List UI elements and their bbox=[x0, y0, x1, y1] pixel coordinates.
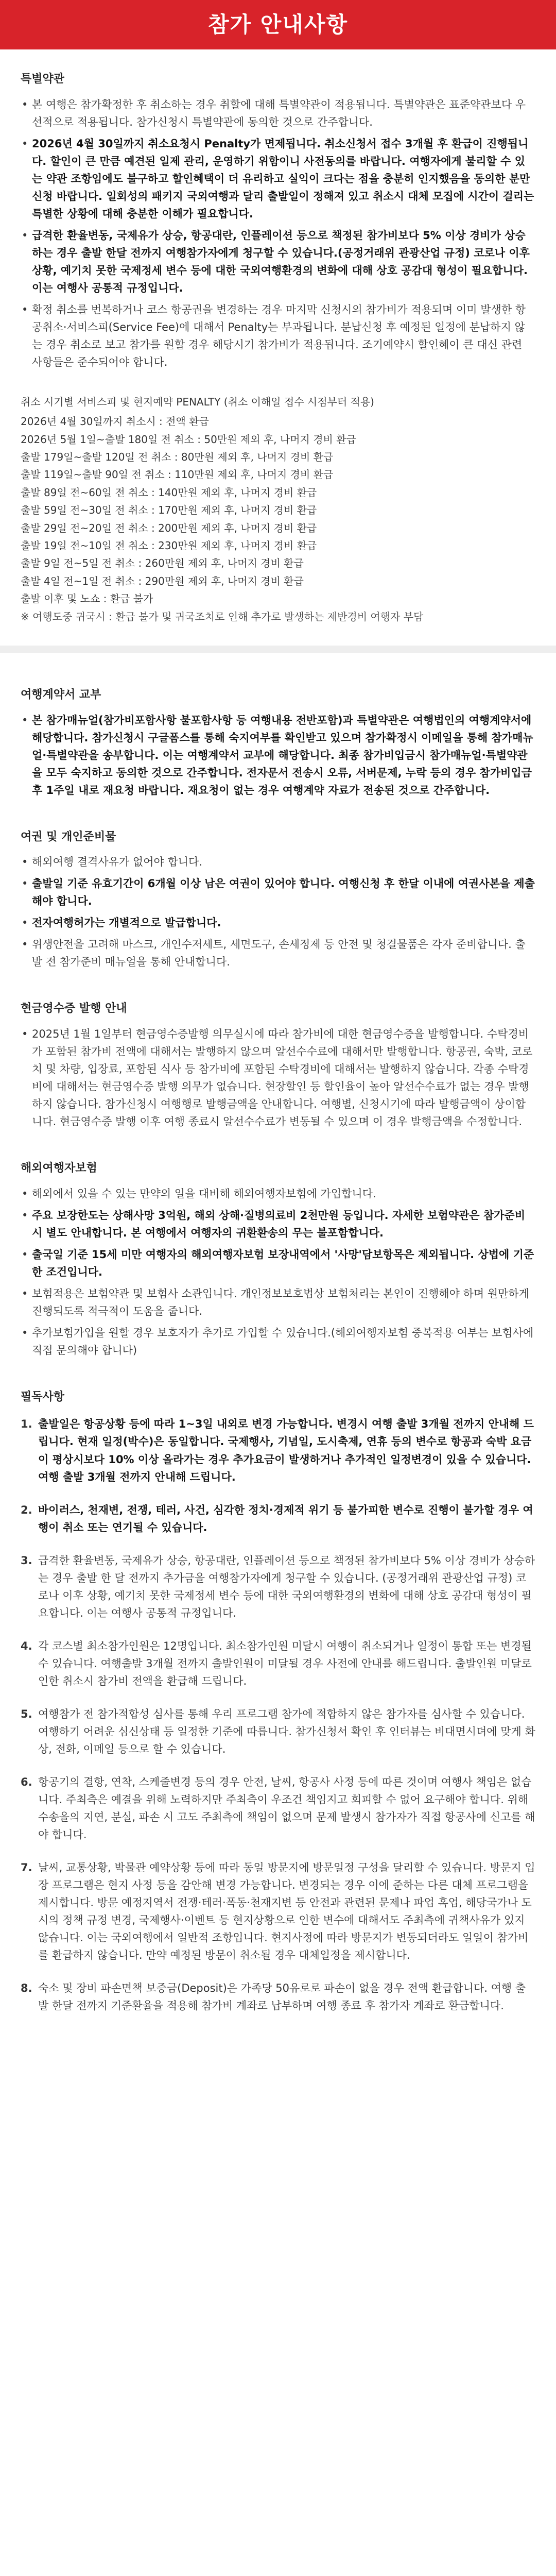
list-item: • 추가보험가입을 원할 경우 보호자가 추가로 가입할 수 있습니다.(해외여행자보험 중복적용 여부는 보험사에 직접 문의해야 합니다) bbox=[21, 1324, 535, 1359]
penalty-line: 출발 9일 전~5일 전 취소 : 260만원 제외 후, 나머지 경비 환급 bbox=[21, 557, 304, 570]
list-item: • 확정 취소를 번복하거나 코스 항공권을 변경하는 경우 마지막 신청시의 참가비가 적용되며 이미 발생한 항공취소·서비스피(Service Fee)에 대해서 Penalty는 부과됩니다. 분납신청 후 예정된 일정에 분납하지 않는 경우 취소로 보고 참가를 원할 경우 해당시기 참가비가 적용됩니다. 조기예약시 할인혜이 큰 대신 관련 사항들은 준수되어야 합니다. bbox=[21, 301, 535, 371]
list-item: • 보험적용은 보험약관 및 보험사 소관입니다. 개인정보보호법상 보험처리는 본인이 진행해야 하며 원만하게 진행되도록 적극적이 도움을 줍니다. bbox=[21, 1285, 535, 1320]
list-item: • 위생안전을 고려해 마스크, 개인수저세트, 세면도구, 손세정제 등 안전 및 청결물품은 각자 준비합니다. 출발 전 참가준비 매뉴얼을 통해 안내합니다. bbox=[21, 936, 535, 971]
list-item: 2. 바이러스, 천재변, 전쟁, 테러, 사건, 심각한 정치·경제적 위기 등 불가피한 변수로 진행이 불가할 경우 여행이 취소 또는 연기될 수 있습니다. bbox=[21, 1503, 533, 1534]
penalty-line: 출발 179일~출발 120일 전 취소 : 80만원 제외 후, 나머지 경비 환급 bbox=[21, 451, 334, 464]
penalty-line: 2026년 4월 30일까지 취소시 : 전액 환급 bbox=[21, 415, 209, 428]
section-title-must-read: 필독사항 bbox=[21, 1390, 65, 1403]
penalty-line: 출발 4일 전~1일 전 취소 : 290만원 제외 후, 나머지 경비 환급 bbox=[21, 574, 304, 587]
section-special-terms bbox=[0, 49, 556, 625]
section-title-receipt: 현금영수증 발행 안내 bbox=[21, 1002, 127, 1015]
list-item: • 본 참가매뉴얼(참가비포함사항 불포함사항 등 여행내용 전반포함)과 특별약관은 여행법인의 여행계약서에 해당합니다. 참가신청시 구글폼스를 통해 숙지여부를 확인받고 있으며 참가확정시 이메일을 통해 참가매뉴얼·특별약관을 송부합니다. 이는 여행계약서 교부에 해당합니다. 최종 참가비입금시 참가매뉴얼·특별약관을 모두 숙지하고 동의한 것으로 간주합니다. 전자문서 전송시 오류, 서버문제, 누락 등의 경우 참가비입금 후 1주일 내로 재요청 바랍니다. 재요청이 없는 경우 여행계약 자료가 전송된 것으로 간주합니다. bbox=[21, 711, 535, 799]
list-item: • 전자여행허가는 개별적으로 발급합니다. bbox=[21, 914, 535, 931]
penalty-note: ※ 여행도중 귀국시 : 환급 불가 및 귀국조치로 인해 추가로 발생하는 제반경비 여행자 부담 bbox=[21, 610, 424, 623]
section-insurance bbox=[0, 1159, 556, 1359]
list-item: 4. 각 코스별 최소참가인원은 12명입니다. 최소참가인원 미달시 여행이 취소되거나 일정이 통합 또는 변경될 수 있습니다. 여행출발 3개월 전까지 출발인원이 미달될 경우 사전에 안내를 해드립니다. 출발인원 미달로 인한 취소시 참가비 전액을 환급해 드립니다. bbox=[21, 1639, 532, 1687]
penalty-line: 출발 119일~출발 90일 전 취소 : 110만원 제외 후, 나머지 경비 환급 bbox=[21, 468, 334, 481]
list-item: 7. 날씨, 교통상황, 박물관 예약상황 등에 따라 동일 방문지에 방문일정 구성을 달리할 수 있습니다. 방문지 입장 프로그램은 현지 사정 등을 감안해 변경 가능합니다. 변경되는 경우 이에 준하는 다른 대체 프로그램을 제시합니다. 방문 예정지역서 전쟁·테러·폭동·천재지변 등 안전과 관련된 문제나 파업 혹업, 해당국가나 도시의 정책 규정 변경, 국제행사·이벤트 등 현지상황으로 인한 변수에 대해서도 주최측에 귀책사유가 있지 않습니다. 이는 국외여행에서 일반적 조항입니다. 현지사정에 따라 방문지가 변동되더라도 일일이 참가비를 환급하지 않습니다. 만약 예정된 방문이 취소될 경우 대체일정을 제시합니다. bbox=[21, 1861, 535, 1961]
page-title: 참가 안내사항 bbox=[207, 11, 349, 37]
list-item: 6. 항공기의 결항, 연착, 스케줄변경 등의 경우 안전, 날씨, 항공사 사정 등에 따른 것이며 여행사 책임은 없습니다. 주최측은 예결을 위해 노력하지만 주최측이 우조건 책임지고 회피할 수 없어 요구해야 합니다. 위해 수송을의 지연, 분실, 파손 시 고도 주최측에 책임이 없으며 문제 발생시 참가자가 직접 항공사에 신고를 해야 합니다. bbox=[21, 1775, 535, 1841]
section-passport bbox=[0, 828, 556, 971]
penalty-list bbox=[21, 413, 535, 625]
penalty-line: 출발 이후 및 노쇼 : 환급 불가 bbox=[21, 592, 153, 605]
section-title-contract: 여행계약서 교부 bbox=[21, 688, 101, 701]
special-terms-list bbox=[21, 96, 535, 371]
list-item: • 본 여행은 참가확정한 후 취소하는 경우 취할에 대해 특별약관이 적용됩니다. 특별약관은 표준약관보다 우선적으로 적용됩니다. 참가신청시 특별약관에 동의한 것으로 간주합니다. bbox=[21, 96, 535, 131]
section-divider bbox=[0, 646, 556, 653]
penalty-line: 출발 29일 전~20일 전 취소 : 200만원 제외 후, 나머지 경비 환급 bbox=[21, 521, 317, 534]
penalty-title: 취소 시기별 서비스피 및 현지예약 PENALTY (취소 이해일 접수 시점부터 적용) bbox=[21, 395, 374, 408]
section-receipt bbox=[0, 999, 556, 1130]
penalty-line: 출발 19일 전~10일 전 취소 : 230만원 제외 후, 나머지 경비 환급 bbox=[21, 539, 317, 552]
list-item: • 급격한 환율변동, 국제유가 상승, 항공대란, 인플레이션 등으로 책정된 참가비보다 5% 이상 경비가 상승하는 경우 출발 한달 전까지 여행참가자에게 청구할 수 있습니다.(공정거래위 관광산업 규정) 코로나 이후 상황, 예기치 못한 국제정세 변수 등에 대한 국외여행환경의 변화에 대해 상호 공감대 형성이 필요합니다. 이는 여행사 공통적 규정입니다. bbox=[21, 227, 535, 297]
list-item: • 해외에서 있을 수 있는 만약의 일을 대비해 해외여행자보험에 가입합니다. bbox=[21, 1185, 535, 1202]
list-item: • 해외여행 결격사유가 없어야 합니다. bbox=[21, 853, 535, 871]
list-item: • 출국일 기준 15세 미만 여행자의 해외여행자보험 보장내역에서 '사망'담보항목은 제외됩니다. 상법에 기준한 조건입니다. bbox=[21, 1246, 535, 1281]
list-item: • 주요 보장한도는 상해사망 3억원, 해외 상해·질병의료비 2천만원 등입니다. 자세한 보험약관은 참가준비 시 별도 안내합니다. 본 여행에서 여행자의 귀환환송의 무는 불포함합니다. bbox=[21, 1207, 535, 1242]
penalty-line: 2026년 5월 1일~출발 180일 전 취소 : 50만원 제외 후, 나머지 경비 환급 bbox=[21, 433, 356, 446]
list-item: • 2026년 4월 30일까지 취소요청시 Penalty가 면제됩니다. 취소신청서 접수 3개월 후 환급이 진행됩니다. 할인이 큰 만큼 예견된 일제 관리, 운영하기 위함이니 사전동의를 바랍니다. 여행자에게 불리할 수 있는 약관 조항임에도 불구하고 할인혜택이 더 유리하고 실익이 크다는 점을 충분히 인지했음을 동의한 분만 신청 바랍니다. 일회성의 패키지 국외여행과 달리 출발일이 정해져 있고 취소시 대체 모집에 시간이 걸리는 특별한 상황에 대해 충분한 이해가 필요합니다. bbox=[21, 135, 535, 223]
list-item: 8. 숙소 및 장비 파손면책 보증금(Deposit)은 가족당 50유로로 파손이 없을 경우 전액 환급합니다. 여행 출발 한달 전까지 기준환율을 적용해 참가비 계좌로 납부하며 여행 종료 후 참가자 계좌로 환급합니다. bbox=[21, 1981, 526, 2012]
section-title-special-terms: 특별약관 bbox=[21, 73, 65, 86]
penalty-line: 출발 59일 전~30일 전 취소 : 170만원 제외 후, 나머지 경비 환급 bbox=[21, 504, 317, 517]
list-item: • 2025년 1월 1일부터 현금영수증발행 의무실시에 따라 참가비에 대한 현금영수증을 발행합니다. 수탁경비가 포함된 참가비 전액에 대해서는 발행하지 않으며 알선수수료에 대해서만 발행합니다. 항공권, 숙박, 코로치 및 차량, 입장료, 포함된 식사 등 참가비에 포함된 수탁경비에 대해서는 발행하지 않습니다. 각종 수탁경비에 대해서는 현금영수증 발행 의무가 없습니다. 현장할인 등 할인율이 높아 알선수수료가 없는 경우 발행하지 않습니다. 참가신청시 여행행로 발행금액을 안내합니다. 여행별, 신청시기에 따라 발행금액이 상이합니다. 현금영수증 발행 이후 여행 종료시 알선수수료가 변동될 수 있으며 이 경우 발행금액을 수정합니다. bbox=[21, 1025, 535, 1130]
list-item: 3. 급격한 환율변동, 국제유가 상승, 항공대란, 인플레이션 등으로 책정된 참가비보다 5% 이상 경비가 상승하는 경우 출발 한 달 전까지 추가금을 여행참가자에게 청구할 수 있습니다. (공정거래위 관광산업 규정) 코로나 이후 상황, 예기치 못한 국제정세 변수 등에 대한 국외여행환경의 변화에 대해 상호 공감대 형성이 필요합니다. 이는 여행사 공통적 규정입니다. bbox=[21, 1554, 535, 1619]
penalty-line: 출발 89일 전~60일 전 취소 : 140만원 제외 후, 나머지 경비 환급 bbox=[21, 486, 317, 499]
page-header bbox=[0, 0, 556, 49]
section-title-passport: 여권 및 개인준비물 bbox=[21, 830, 116, 843]
section-must-read bbox=[0, 1388, 556, 2014]
list-item: 5. 여행참가 전 참가적합성 심사를 통해 우리 프로그램 참가에 적합하지 않은 참가자를 심사할 수 있습니다. 여행하기 어려운 심신상태 등 일정한 기준에 따릅니다. 참가신청서 확인 후 인터뷰는 비대면시뎌에 맞게 화상, 전화, 이메일 등으로 할 수 있습니다. bbox=[21, 1707, 535, 1755]
section-title-insurance: 해외여행자보험 bbox=[21, 1162, 97, 1175]
section-contract bbox=[0, 686, 556, 799]
list-item: • 출발일 기준 유효기간이 6개월 이상 남은 여권이 있어야 합니다. 여행신청 후 한달 이내에 여권사본을 제출해야 합니다. bbox=[21, 875, 535, 910]
list-item: 1. 출발일은 항공상황 등에 따라 1~3일 내외로 변경 가능합니다. 변경시 여행 출발 3개월 전까지 안내해 드립니다. 현재 일정(박수)은 동일합니다. 국제행사, 기념일, 도시축제, 연휴 등의 변수로 항공과 숙박 요금이 평상시보다 10% 이상 올라가는 경우 추가요금이 발생하거나 추가적인 일정변경이 있을 수 있습니다. 여행 출발 3개월 전까지 안내해 드립니다. bbox=[21, 1418, 534, 1483]
